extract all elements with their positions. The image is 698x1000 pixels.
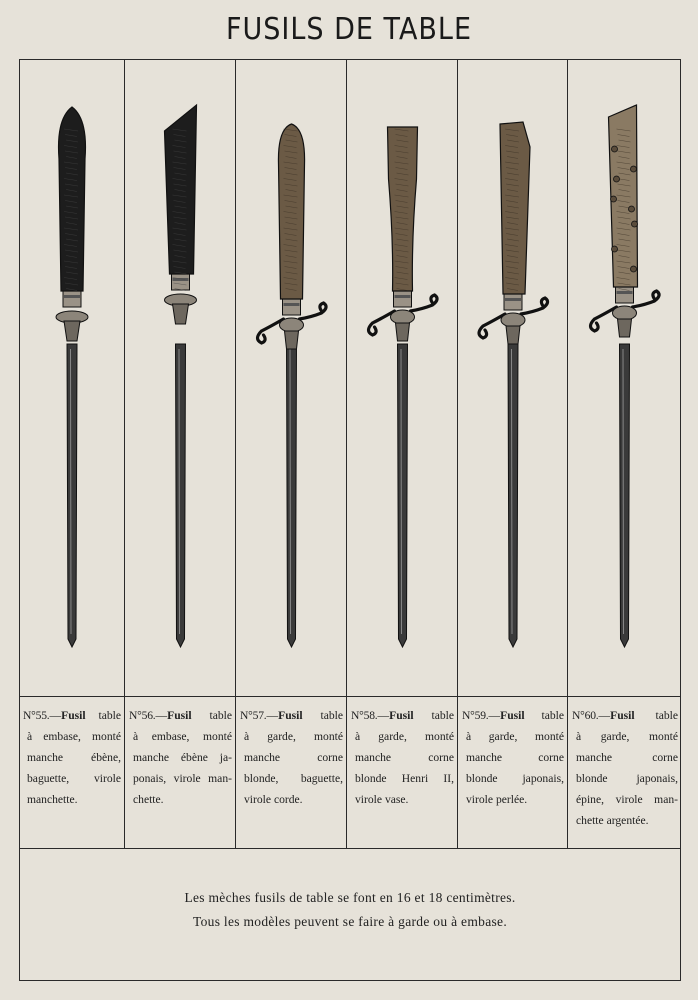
item-description — [240, 705, 343, 810]
sharpening-steel-illustration — [19, 59, 125, 699]
footer-line-lengths: Les mèches fusils de table se font en 16 et 18 centimètres. — [184, 890, 516, 905]
item-desc-line: à garde, monté — [576, 730, 678, 743]
item-heading-line — [23, 705, 121, 726]
item-name: Fusil — [167, 709, 192, 722]
sharpening-steel-illustration — [236, 59, 347, 699]
item-name: Fusil — [610, 709, 635, 722]
footer-note — [19, 848, 681, 981]
item-dash: — — [488, 709, 501, 722]
item-desc-line: manche ébène, — [27, 751, 121, 764]
item-desc-line: manche corne — [355, 751, 454, 764]
steel-rod — [176, 344, 186, 647]
handle — [500, 122, 530, 294]
handle — [388, 127, 418, 291]
item-desc-line: manche ébène ja- — [133, 751, 232, 764]
item-number: N°57. — [240, 709, 267, 722]
item-desc-line: table — [98, 709, 121, 722]
sharpening-steel-illustration — [568, 59, 681, 699]
item-number: N°59. — [462, 709, 489, 722]
item-dash: — — [266, 709, 279, 722]
item-description — [572, 705, 678, 831]
item-desc-line: à garde, monté — [355, 730, 454, 743]
item-desc-line: table — [320, 709, 343, 722]
item-desc-line: chette. — [133, 793, 164, 806]
item-desc-line: virole perlée. — [466, 793, 528, 806]
item-desc-line: à garde, monté — [244, 730, 343, 743]
item-description — [23, 705, 121, 810]
item-desc-line: à embase, monté — [133, 730, 232, 743]
item-desc-line: manche corne — [576, 751, 678, 764]
item-name: Fusil — [500, 709, 525, 722]
item-name: Fusil — [278, 709, 303, 722]
item-desc-line: virole corde. — [244, 793, 303, 806]
steel-rod — [508, 344, 518, 647]
handle — [609, 105, 638, 291]
bolster — [56, 311, 88, 341]
item-name: Fusil — [61, 709, 86, 722]
item-desc-line: baguette, virole — [27, 772, 121, 785]
sharpening-steel-illustration — [125, 59, 236, 699]
item-desc-line: table — [655, 709, 678, 722]
catalog-item-1 — [19, 59, 125, 849]
item-desc-line: table — [431, 709, 454, 722]
item-desc-line: virole vase. — [355, 793, 409, 806]
ferrule — [504, 294, 522, 310]
item-desc-line: table — [541, 709, 564, 722]
catalog-item-2 — [125, 59, 236, 849]
handle — [59, 107, 86, 291]
item-description — [129, 705, 232, 810]
item-heading-line — [462, 705, 564, 726]
item-desc-line: blonde japonais, — [576, 772, 678, 785]
ferrule — [394, 291, 412, 307]
catalog-item-4 — [347, 59, 458, 849]
item-desc-line: ponais, virole man- — [133, 772, 232, 785]
item-desc-line: blonde Henri II, — [355, 772, 454, 785]
item-desc-line: à garde, monté — [466, 730, 564, 743]
item-heading-line — [351, 705, 454, 726]
catalog-item-5 — [458, 59, 568, 849]
item-description — [351, 705, 454, 810]
item-name: Fusil — [389, 709, 414, 722]
item-heading-line — [129, 705, 232, 726]
steel-rod — [620, 344, 630, 647]
ferrule — [63, 291, 81, 307]
item-desc-line: manche corne — [244, 751, 343, 764]
page-title: FUSILS DE TABLE — [225, 12, 473, 47]
item-desc-line: manchette. — [27, 793, 78, 806]
item-dash: — — [598, 709, 611, 722]
handle — [165, 105, 197, 291]
item-heading-line — [572, 705, 678, 726]
sharpening-steel-illustration — [458, 59, 568, 699]
item-dash: — — [49, 709, 62, 722]
item-desc-line: à embase, monté — [27, 730, 121, 743]
ferrule — [283, 299, 301, 315]
item-description — [462, 705, 564, 810]
item-desc-line: table — [209, 709, 232, 722]
item-dash: — — [377, 709, 390, 722]
steel-rod — [67, 344, 77, 647]
item-desc-line: épine, virole man- — [576, 793, 678, 806]
footer-line-models: Tous les modèles peuvent se faire à garde ou à embase. — [192, 914, 508, 929]
ferrule — [172, 274, 190, 290]
steel-rod — [398, 344, 408, 647]
handle — [278, 124, 304, 299]
item-number: N°60. — [572, 709, 599, 722]
item-desc-line: manche corne — [466, 751, 564, 764]
item-number: N°55. — [23, 709, 50, 722]
item-number: N°58. — [351, 709, 378, 722]
description-divider — [19, 696, 681, 697]
item-desc-line: blonde, baguette, — [244, 772, 343, 785]
bolster — [165, 294, 197, 324]
item-dash: — — [155, 709, 168, 722]
sharpening-steel-illustration — [347, 59, 458, 699]
item-heading-line — [240, 705, 343, 726]
catalog-item-3 — [236, 59, 347, 849]
item-number: N°56. — [129, 709, 156, 722]
catalog-item-6 — [568, 59, 681, 849]
item-desc-line: chette argentée. — [576, 814, 649, 827]
item-desc-line: blonde japonais, — [466, 772, 564, 785]
steel-rod — [287, 344, 297, 647]
